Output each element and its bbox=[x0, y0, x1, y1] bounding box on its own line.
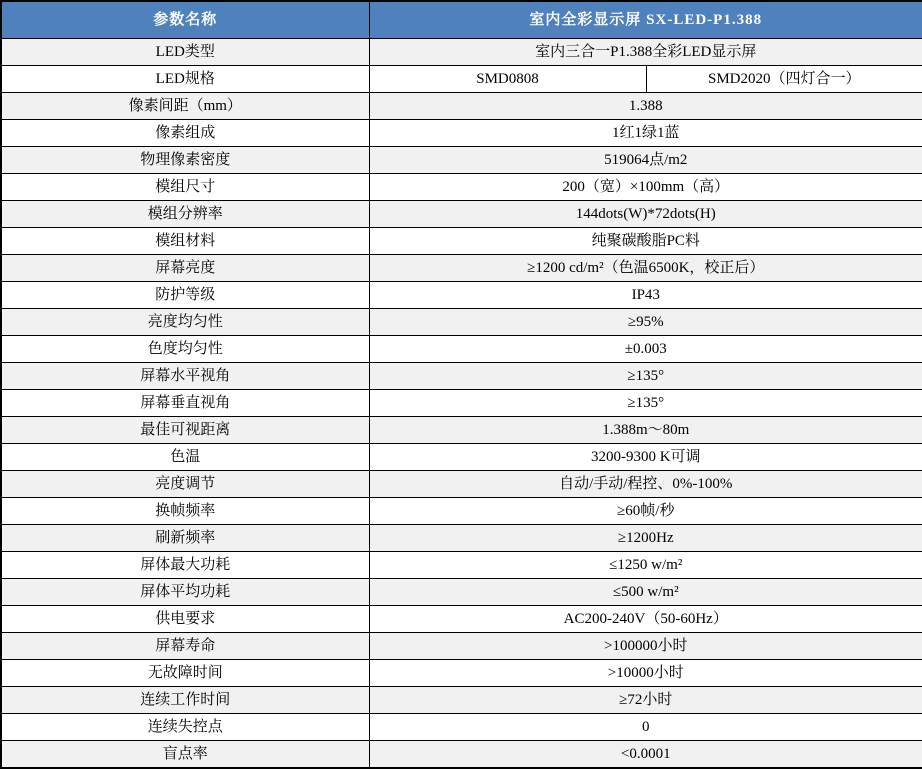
param-value: 0 bbox=[369, 713, 922, 740]
param-label: 屏幕亮度 bbox=[1, 254, 369, 281]
table-row bbox=[1, 686, 922, 713]
param-value: ≥1200Hz bbox=[369, 524, 922, 551]
table-row bbox=[1, 470, 922, 497]
table-row bbox=[1, 227, 922, 254]
table-row bbox=[1, 632, 922, 659]
header-product-name: 室内全彩显示屏 SX-LED-P1.388 bbox=[369, 1, 922, 39]
param-label: LED类型 bbox=[1, 39, 369, 66]
param-value: 1.388m～80m bbox=[369, 416, 922, 443]
param-label: 供电要求 bbox=[1, 605, 369, 632]
param-value: 自动/手动/程控、0%-100% bbox=[369, 470, 922, 497]
table-row bbox=[1, 254, 922, 281]
param-label: 模组分辨率 bbox=[1, 200, 369, 227]
param-label: 模组材料 bbox=[1, 227, 369, 254]
table-row bbox=[1, 443, 922, 470]
param-label: 物理像素密度 bbox=[1, 146, 369, 173]
table-row bbox=[1, 362, 922, 389]
table-row bbox=[1, 524, 922, 551]
param-value: 1.388 bbox=[369, 92, 922, 119]
table-row bbox=[1, 497, 922, 524]
table-row bbox=[1, 308, 922, 335]
table-row bbox=[1, 389, 922, 416]
param-value: ≤1250 w/m² bbox=[369, 551, 922, 578]
param-value: ≥60帧/秒 bbox=[369, 497, 922, 524]
param-value: 1红1绿1蓝 bbox=[369, 119, 922, 146]
param-label: 像素间距（mm） bbox=[1, 92, 369, 119]
param-label: LED规格 bbox=[1, 65, 369, 92]
param-label: 色度均匀性 bbox=[1, 335, 369, 362]
param-label: 模组尺寸 bbox=[1, 173, 369, 200]
param-label: 屏幕垂直视角 bbox=[1, 389, 369, 416]
param-label: 屏幕寿命 bbox=[1, 632, 369, 659]
table-row bbox=[1, 92, 922, 119]
param-label: 换帧频率 bbox=[1, 497, 369, 524]
param-label: 色温 bbox=[1, 443, 369, 470]
param-value: SMD0808 bbox=[369, 65, 646, 92]
param-value: ≥1200 cd/m²（色温6500K，校正后） bbox=[369, 254, 922, 281]
param-label: 像素组成 bbox=[1, 119, 369, 146]
table-row bbox=[1, 146, 922, 173]
table-row bbox=[1, 281, 922, 308]
param-label: 屏体平均功耗 bbox=[1, 578, 369, 605]
table-row bbox=[1, 605, 922, 632]
param-value: ≥135° bbox=[369, 362, 922, 389]
table-header-row bbox=[1, 1, 922, 39]
param-value: 519064点/m2 bbox=[369, 146, 922, 173]
param-value: ≥95% bbox=[369, 308, 922, 335]
param-value: ≥72小时 bbox=[369, 686, 922, 713]
param-value: 144dots(W)*72dots(H) bbox=[369, 200, 922, 227]
param-label: 屏幕水平视角 bbox=[1, 362, 369, 389]
table-row bbox=[1, 659, 922, 686]
param-value: >100000小时 bbox=[369, 632, 922, 659]
table-row bbox=[1, 551, 922, 578]
param-value: AC200-240V（50-60Hz） bbox=[369, 605, 922, 632]
param-label: 连续工作时间 bbox=[1, 686, 369, 713]
param-value: 室内三合一P1.388全彩LED显示屏 bbox=[369, 39, 922, 66]
table-row bbox=[1, 740, 922, 768]
table-row bbox=[1, 200, 922, 227]
param-value: <0.0001 bbox=[369, 740, 922, 768]
spec-rows bbox=[1, 39, 922, 769]
param-value: ±0.003 bbox=[369, 335, 922, 362]
param-label: 亮度调节 bbox=[1, 470, 369, 497]
header-param-name: 参数名称 bbox=[1, 1, 369, 39]
table-row bbox=[1, 335, 922, 362]
param-label: 亮度均匀性 bbox=[1, 308, 369, 335]
param-label: 无故障时间 bbox=[1, 659, 369, 686]
table-row bbox=[1, 416, 922, 443]
param-label: 防护等级 bbox=[1, 281, 369, 308]
table-row bbox=[1, 173, 922, 200]
table-row bbox=[1, 119, 922, 146]
param-value: 200（宽）×100mm（高） bbox=[369, 173, 922, 200]
param-value: ≤500 w/m² bbox=[369, 578, 922, 605]
param-label: 连续失控点 bbox=[1, 713, 369, 740]
param-value: >10000小时 bbox=[369, 659, 922, 686]
param-label: 最佳可视距离 bbox=[1, 416, 369, 443]
param-value: ≥135° bbox=[369, 389, 922, 416]
table-row bbox=[1, 65, 922, 92]
table-row bbox=[1, 39, 922, 66]
param-value: 纯聚碳酸脂PC料 bbox=[369, 227, 922, 254]
table-row bbox=[1, 713, 922, 740]
param-value: IP43 bbox=[369, 281, 922, 308]
param-label: 屏体最大功耗 bbox=[1, 551, 369, 578]
param-label: 刷新频率 bbox=[1, 524, 369, 551]
param-value: 3200-9300 K可调 bbox=[369, 443, 922, 470]
param-value: SMD2020（四灯合一） bbox=[646, 65, 922, 92]
param-label: 盲点率 bbox=[1, 740, 369, 768]
table-row bbox=[1, 578, 922, 605]
